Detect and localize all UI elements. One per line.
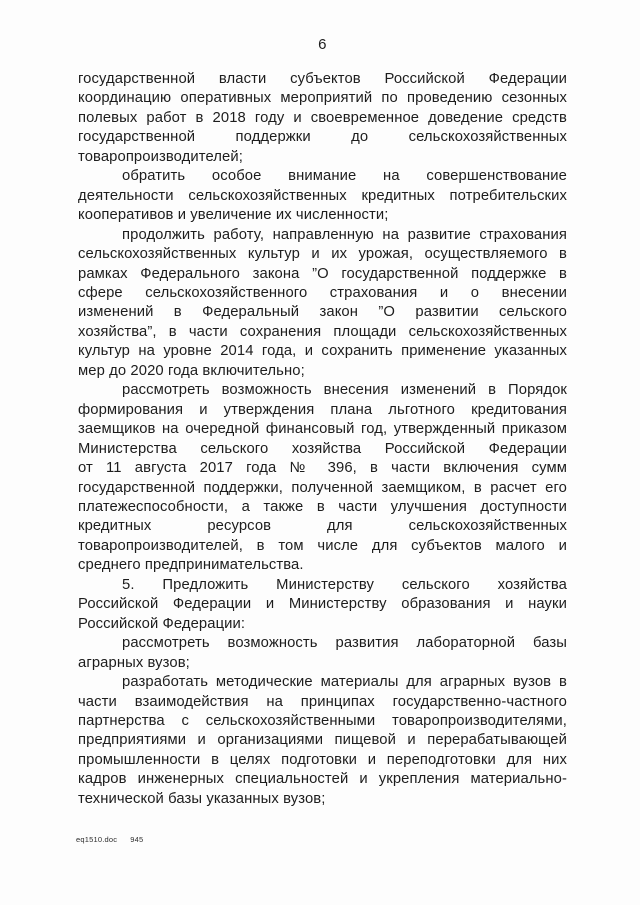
text-line: деятельности сельскохозяйственных кредитных потребительских xyxy=(78,187,567,204)
text-line: рамках Федерального закона ”О государственной поддержке в xyxy=(78,265,567,282)
text-line: полевых работ в 2018 году и своевременное доведение средств xyxy=(78,109,567,126)
text-line: мер до 2020 года включительно; xyxy=(78,362,305,379)
text-line: хозяйства”, в части сохранения площади сельскохозяйственных xyxy=(78,323,567,340)
document-body xyxy=(78,70,567,809)
text-line: платежеспособности, а также в части улучшения доступности xyxy=(78,498,567,515)
paragraph xyxy=(78,167,567,225)
text-line: аграрных вузов; xyxy=(78,654,190,671)
paragraph xyxy=(78,634,567,673)
text-line: государственной власти субъектов Российской Федерации xyxy=(78,71,567,87)
text-line: продолжить работу, направленную на развитие страхования xyxy=(122,226,567,243)
text-line: разработать методические материалы для аграрных вузов в xyxy=(122,674,567,691)
text-line: кредитных ресурсов для сельскохозяйственных xyxy=(78,518,567,535)
text-line: рассмотреть возможность развития лабораторной базы xyxy=(122,635,567,652)
text-line: изменений в Федеральный закон ”О развитии сельского xyxy=(78,304,567,321)
text-line: предприятиями и организациями пищевой и перерабатывающей xyxy=(78,732,567,749)
text-line: культур на уровне 2014 года, и сохранить применение указанных xyxy=(78,343,567,360)
paragraph xyxy=(78,226,567,382)
text-line: кооперативов и увеличение их численности; xyxy=(78,207,389,224)
page-number: 6 xyxy=(318,36,327,53)
text-line: от 11 августа 2017 года № 396, в части включения сумм xyxy=(78,460,567,477)
text-line: кадров инженерных специальностей и укрепления материально- xyxy=(78,771,567,788)
paragraph xyxy=(78,673,567,809)
text-line: Российской Федерации: xyxy=(78,615,246,632)
text-line: товаропроизводителей; xyxy=(78,148,243,165)
paragraph xyxy=(78,70,567,167)
text-line: сфере сельскохозяйственного страхования и о внесении xyxy=(78,284,567,301)
text-line: промышленности в целях подготовки и переподготовки для них xyxy=(78,751,567,768)
text-line: рассмотреть возможность внесения изменений в Порядок xyxy=(122,382,567,399)
paragraph xyxy=(78,381,567,576)
text-line: сельскохозяйственных культур и их урожая, осуществляемого в xyxy=(78,246,567,263)
footer-filename: eq1510.doc xyxy=(76,835,118,844)
text-line: обратить особое внимание на совершенствование xyxy=(122,168,567,185)
text-line: товаропроизводителей, в том числе для субъектов малого и xyxy=(78,537,567,554)
text-line: части взаимодействия на принципах государственно-частного xyxy=(78,693,567,710)
text-line: формирования и утверждения плана льготного кредитования xyxy=(78,401,567,418)
text-line: координацию оперативных мероприятий по проведению сезонных xyxy=(78,90,567,107)
text-line: заемщиков на очередной финансовый год, утвержденный приказом xyxy=(78,421,567,438)
text-line: Министерства сельского хозяйства Российской Федерации xyxy=(78,440,567,457)
text-line: государственной поддержки, полученной заемщиком, в расчет его xyxy=(78,479,567,496)
text-line: Российской Федерации и Министерству образования и науки xyxy=(78,596,567,613)
text-line: среднего предпринимательства. xyxy=(78,557,304,574)
paragraph xyxy=(78,576,567,634)
text-line: технической базы указанных вузов; xyxy=(78,790,326,807)
text-line: 5. Предложить Министерству сельского хозяйства xyxy=(122,576,567,593)
footer-page-code: 945 xyxy=(130,835,144,844)
footer xyxy=(76,835,143,844)
text-line: государственной поддержки до сельскохозяйственных xyxy=(78,129,567,146)
text-line: партнерства с сельскохозяйственными товаропроизводителями, xyxy=(78,712,567,729)
